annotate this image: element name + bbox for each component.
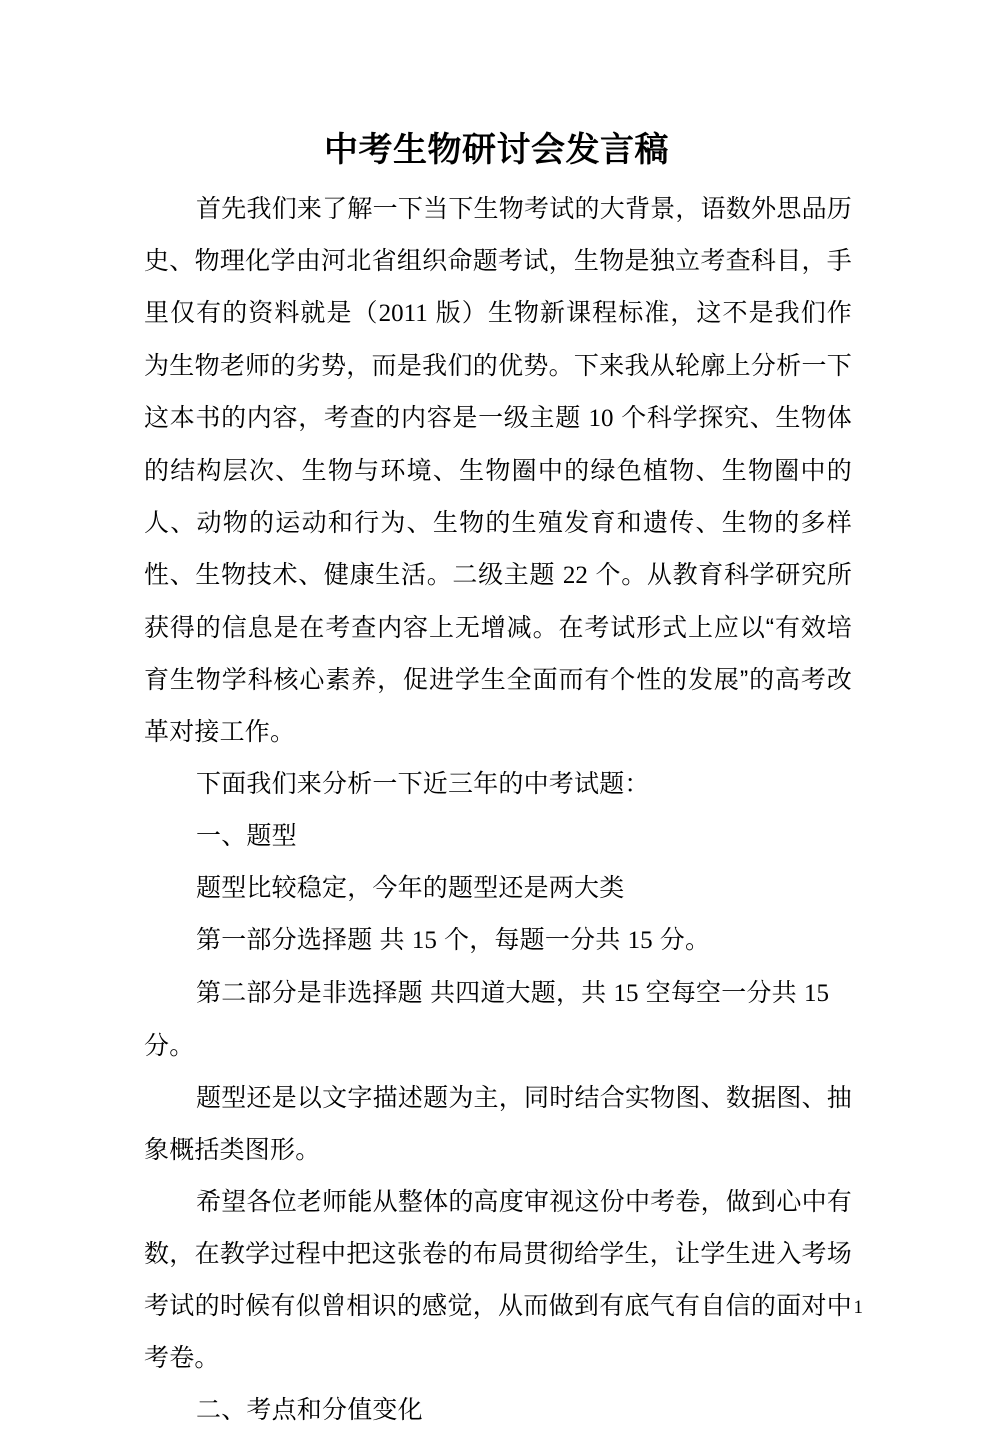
paragraph-question-format-description: 题型还是以文字描述题为主，同时结合实物图、数据图、抽象概括类图形。 xyxy=(144,1084,852,1164)
document-body xyxy=(144,183,852,1436)
paragraph-part-two-non-multiple-choice: 第二部分是非选择题 共四道大题，共 15 空每空一分共 15 分。 xyxy=(144,979,829,1060)
latin-run: 15 xyxy=(627,927,653,954)
page-title: 中考生物研讨会发言稿 xyxy=(324,130,669,169)
paragraph-question-types-stable: 题型比较稳定，今年的题型还是两大类 xyxy=(196,874,625,902)
latin-run: 2011 xyxy=(378,300,428,327)
paragraph-teacher-guidance: 希望各位老师能从整体的高度审视这份中考卷，做到心中有数，在教学过程中把这张卷的布局贯彻给学生，让学生进入考场考试的时候有似曾相识的感觉，从而做到有底气有自信的面对中考卷。 xyxy=(144,1188,852,1372)
heading-section-two: 二、考点和分值变化 xyxy=(196,1396,423,1424)
page-number: 1 xyxy=(853,1297,863,1318)
latin-run: 15 xyxy=(613,980,639,1007)
latin-run: 22 xyxy=(562,562,588,589)
paragraph-part-one-multiple-choice: 第一部分选择题 共 15 个，每题一分共 15 分。 xyxy=(196,926,711,954)
paragraph-background-overview: 首先我们来了解一下当下生物考试的大背景，语数外思品历史、物理化学由河北省组织命题考试，生物是独立考查科目，手里仅有的资料就是（2011 版）生物新课程标准，这不是我们作为生物老师的劣势，而是我们的优势。下来我从轮廓上分析一下这本书的内容，考查的内容是一级主题 10 个科学探究、生物体的结构层次、生物与环境、生物圈中的绿色植物、生物圈中的人、动物的运动和行为、生物的生殖发育和遗传、生物的多样性、生物技术、健康生活。二级主题 22 个。从教育科学研究所获得的信息是在考查内容上无增减。在考试形式上应以“有效培育生物学科核心素养，促进学生全面而有个性的发展”的高考改革对接工作。 xyxy=(144,195,852,746)
paragraph-intro-analysis: 下面我们来分析一下近三年的中考试题： xyxy=(196,770,650,798)
latin-run: 15 xyxy=(804,980,829,1007)
latin-run: 10 xyxy=(588,405,614,432)
latin-run: 15 xyxy=(411,927,437,954)
heading-section-one: 一、题型 xyxy=(196,822,297,850)
